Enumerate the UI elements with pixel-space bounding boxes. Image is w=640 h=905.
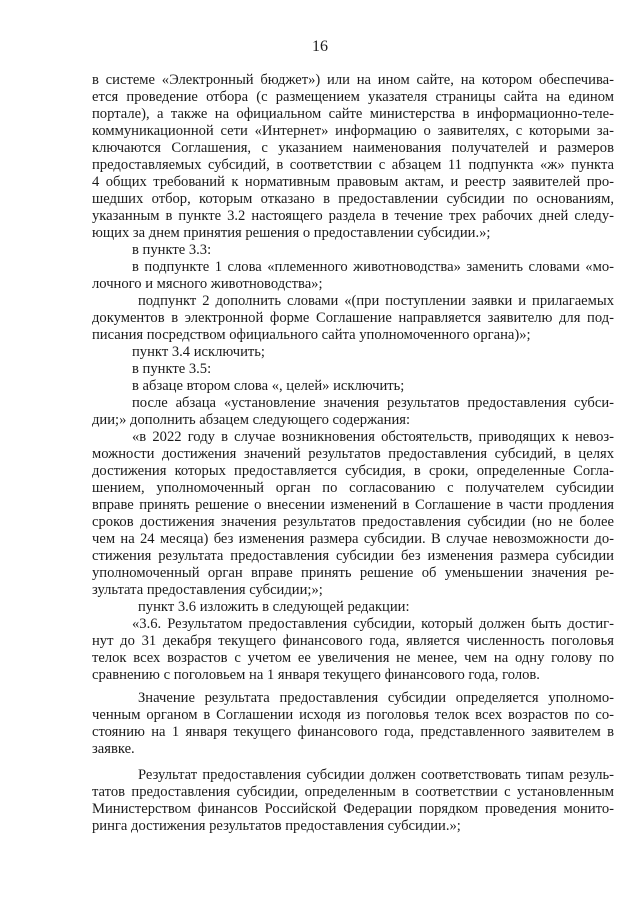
text-line: в пункте 3.3: (132, 242, 212, 258)
text-line: писания посредством официального сайта уполномоченного органа)»; (92, 327, 531, 343)
text-line: заявке. (92, 741, 135, 757)
text-line: после абзаца «установление значения результатов предоставления субси- (132, 395, 614, 411)
text-line: шедших отбор, которым отказано в предоставлении субсидии по основаниям, (92, 191, 614, 207)
text-line: подпункт 2 дополнить словами «(при поступлении заявки и прилагаемых (138, 293, 614, 309)
text-line: Результат предоставления субсидии должен соответствовать типам резуль- (138, 767, 614, 783)
text-line: портале), а также на официальном сайте министерства в информационно-теле- (92, 106, 614, 122)
text-line: ющих за днем принятия решения о предоставлении субсидии.»; (92, 225, 491, 241)
text-line: сравнению с поголовьем на 1 января текущего финансового года, голов. (92, 667, 540, 683)
text-line: в абзаце втором слова «, целей» исключить; (132, 378, 405, 394)
text-line: Министерством финансов Российской Федерации порядком проведения монито- (92, 801, 614, 817)
text-line: сроков достижения значения результатов предоставления субсидии (но не более (92, 514, 614, 530)
page-number: 16 (312, 38, 328, 55)
text-line: 4 общих требований к нормативным правовым актам, и реестр заявителей про- (92, 174, 614, 190)
text-line: татов предоставления субсидии, определенным в соответствии с установленным (92, 784, 614, 800)
text-line: указанным в пункте 3.2 настоящего раздела в течение трех рабочих дней следу- (92, 208, 614, 224)
text-line: стижения результата предоставления субсидии без изменения размера субсидии (92, 548, 614, 564)
text-line: стоянию на 1 января текущего финансового года, представленного заявителем в (92, 724, 614, 740)
text-line: нут до 31 декабря текущего финансового года, является численность поголовья (92, 633, 614, 649)
text-line: лочного и мясного животноводства»; (92, 276, 323, 292)
text-line: предоставляемых субсидий, в соответствии с абзацем 11 подпункта «ж» пункта (92, 157, 614, 173)
text-line: ченным органом в Соглашении исходя из поголовья телок всех возрастов по со- (92, 707, 614, 723)
text-line: в подпункте 1 слова «племенного животноводства» заменить словами «мо- (132, 259, 614, 275)
text-line: дии;» дополнить абзацем следующего содержания: (92, 412, 411, 428)
text-line: коммуникационной сети «Интернет» информацию о заявителях, с которыми за- (92, 123, 614, 139)
text-line: в системе «Электронный бюджет») или на ином сайте, на котором обеспечива- (92, 72, 614, 88)
text-line: зультата предоставления субсидии;»; (92, 582, 323, 598)
text-line: «3.6. Результатом предоставления субсидии, который должен быть достиг- (132, 616, 614, 632)
text-line: телок всех возрастов с учетом ее увеличения не менее, чем на одну голову по (92, 650, 614, 666)
text-line: достижения которых предоставляется субсидия, в сроки, определенные Согла- (92, 463, 614, 479)
text-line: ется проведение отбора (с размещением указателя страницы сайта на едином (92, 89, 614, 105)
document-body (92, 72, 614, 835)
text-line: ринга достижения результатов предоставления субсидии.»; (92, 818, 461, 834)
text-line: уполномоченный орган вправе принять решение об уменьшении значения ре- (92, 565, 614, 581)
text-line: пункт 3.4 исключить; (132, 344, 265, 360)
text-line: чем на 24 месяца) без изменения размера субсидии. В случае невозможности до- (92, 531, 614, 547)
text-line: можности достижения значений результатов предоставления субсидий, в целях (92, 446, 614, 462)
text-line: ключаются Соглашения, с указанием наименования получателей и размеров (92, 140, 614, 156)
text-line: «в 2022 году в случае возникновения обстоятельств, приводящих к невоз- (132, 429, 614, 445)
text-line: документов в электронной форме Соглашение направляется заявителю для под- (92, 310, 614, 326)
text-line: шением, уполномоченный орган по согласованию с получателем субсидии (92, 480, 614, 496)
text-line: вправе принять решение о внесении изменений в Соглашение в части продления (92, 497, 614, 513)
text-line: пункт 3.6 изложить в следующей редакции: (138, 599, 410, 615)
text-line: Значение результата предоставления субсидии определяется уполномо- (138, 690, 614, 706)
text-line: в пункте 3.5: (132, 361, 212, 377)
